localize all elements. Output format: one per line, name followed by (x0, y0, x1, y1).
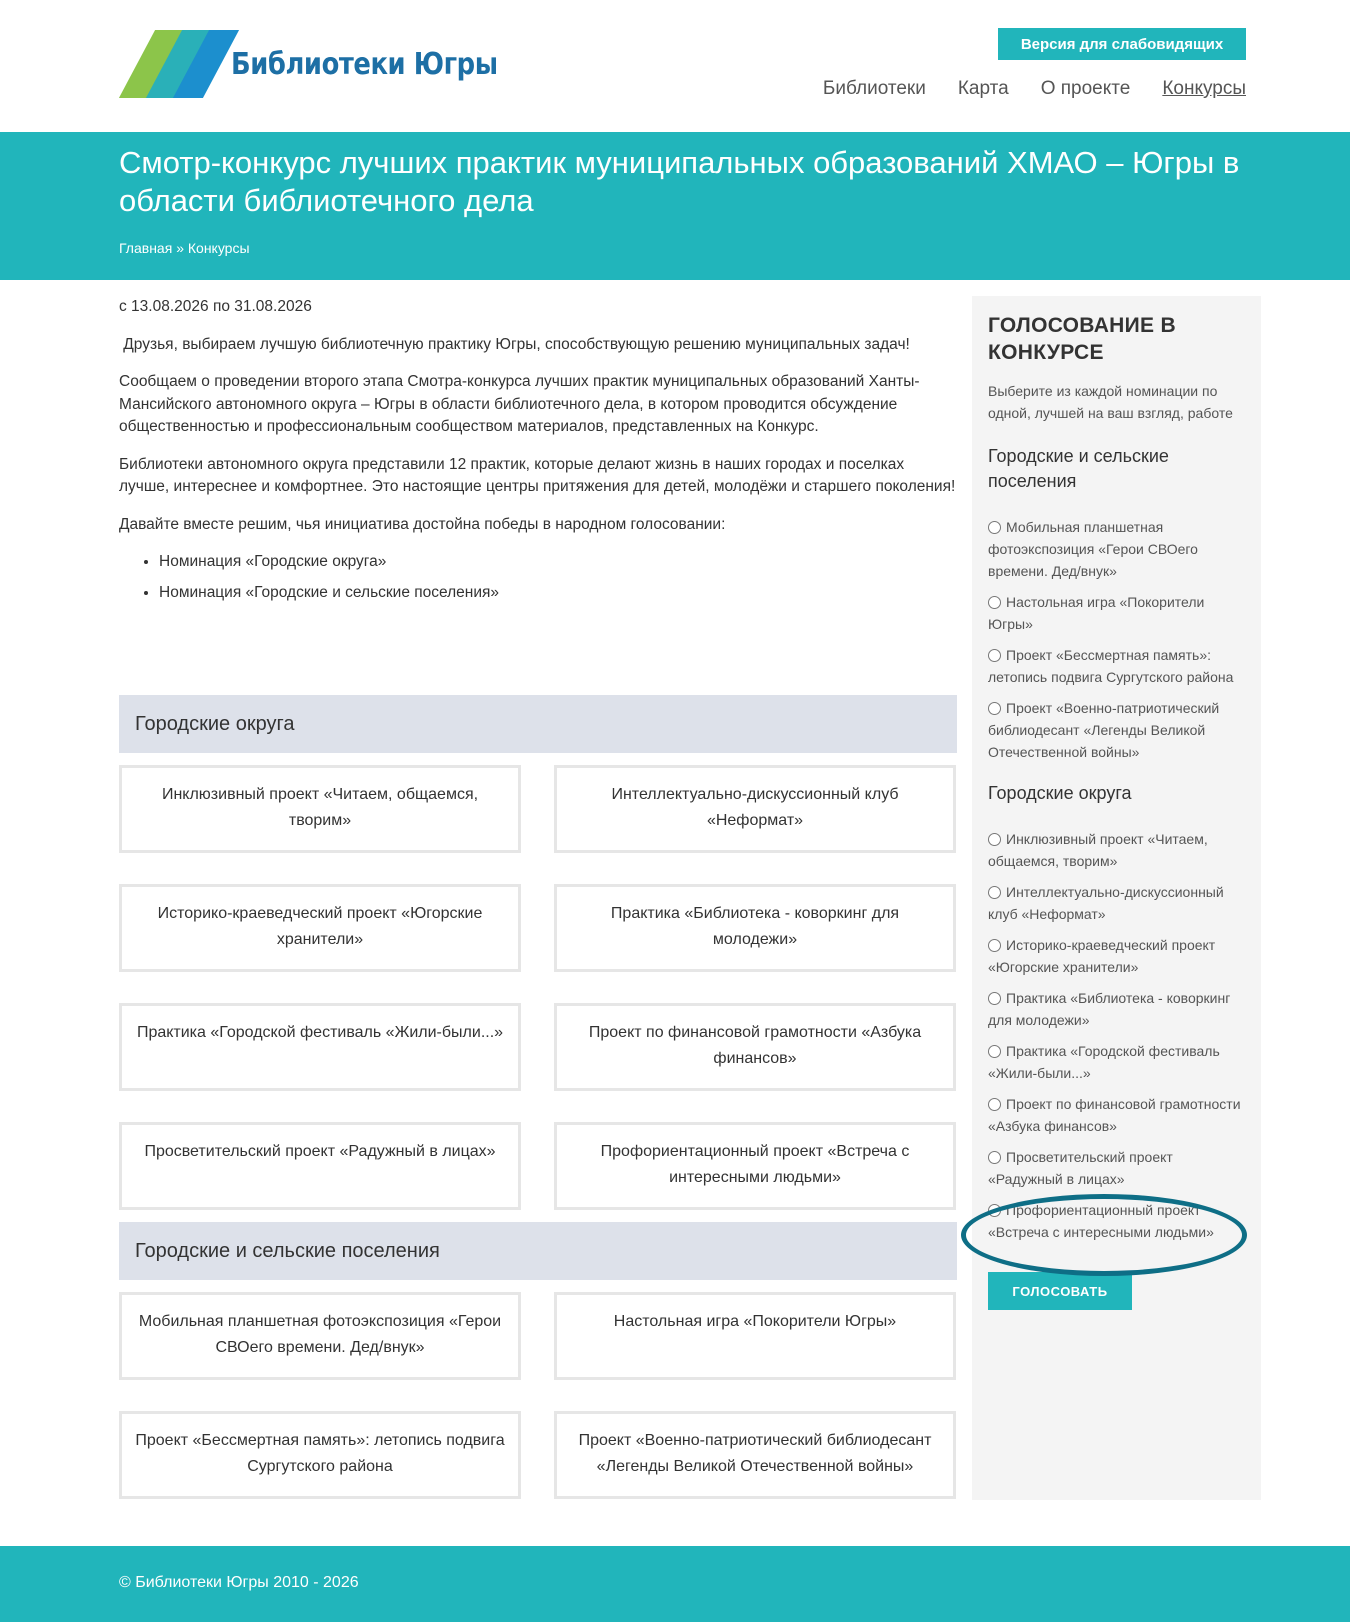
practice-card[interactable]: Проект по финансовой грамотности «Азбука финансов» (554, 1003, 956, 1091)
vote-option[interactable]: Просветительский проект «Радужный в лицах» (988, 1149, 1173, 1187)
radio-button-icon[interactable] (988, 702, 1001, 715)
vote-option[interactable]: Проект по финансовой грамотности «Азбука финансов» (988, 1096, 1241, 1134)
page-title: Смотр-конкурс лучших практик муниципальных образований ХМАО – Югры в области библиотечного дела (119, 145, 1240, 218)
section-header-settlements: Городские и сельские поселения (119, 1222, 957, 1280)
practice-card[interactable]: Настольная игра «Покорители Югры» (554, 1292, 956, 1380)
radio-button-icon[interactable] (988, 649, 1001, 662)
vote-option[interactable]: Интеллектуально-дискуссионный клуб «Неформат» (988, 884, 1224, 922)
practice-card[interactable]: Интеллектуально-дискуссионный клуб «Неформат» (554, 765, 956, 853)
section-header-city-districts: Городские округа (119, 695, 957, 753)
nav-link-about[interactable]: О проекте (1040, 78, 1131, 99)
practice-card[interactable]: Практика «Городской фестиваль «Жили-были...» (119, 1003, 521, 1091)
vote-option[interactable]: Профориентационный проект «Встреча с интересными людьми» (988, 1202, 1214, 1240)
description-paragraph: Сообщаем о проведении второго этапа Смотра-конкурса лучших практик муниципальных образований Ханты-Мансийского автономного округа – Югры в области библиотечного дела, в котором проводится обсуждение общественностью и профессиональным сообществом материалов, представленных на Конкурс. (119, 373, 920, 435)
radio-button-icon[interactable] (988, 939, 1001, 952)
contest-dates: с 13.08.2026 по 31.08.2026 (119, 298, 312, 315)
vote-option[interactable]: Практика «Библиотека - коворкинг для молодежи» (988, 990, 1231, 1028)
breadcrumb (119, 240, 250, 256)
list-item: • Номинация «Городские округа» (159, 551, 957, 574)
highlight-ring (961, 1194, 1247, 1276)
footer-copyright: © Библиотеки Югры 2010 - 2026 (119, 1574, 359, 1591)
breadcrumb-separator: » (176, 240, 184, 256)
breadcrumb-home-link[interactable]: Главная (119, 240, 173, 256)
radio-button-icon[interactable] (988, 886, 1001, 899)
site-footer (0, 1546, 1350, 1622)
vote-button[interactable]: ГОЛОСОВАТЬ (988, 1272, 1132, 1310)
radio-button-icon[interactable] (988, 992, 1001, 1005)
practice-card[interactable]: Проект «Военно-патриотический библиодесант «Легенды Великой Отечественной войны» (554, 1411, 956, 1499)
vote-option[interactable]: Историко-краеведческий проект «Югорские хранители» (988, 937, 1216, 975)
vote-option[interactable]: Настольная игра «Покорители Югры» (988, 594, 1205, 632)
page-banner (0, 132, 1350, 280)
vote-option[interactable]: Проект «Бессмертная память»: летопись подвига Сургутского района (988, 647, 1234, 685)
practice-card[interactable]: Практика «Библиотека - коворкинг для молодежи» (554, 884, 956, 972)
accessibility-version-button[interactable]: Версия для слабовидящих (998, 28, 1246, 60)
practice-card[interactable]: Мобильная планшетная фотоэкспозиция «Герои СВОего времени. Дед/внук» (119, 1292, 521, 1380)
practice-card[interactable]: Профориентационный проект «Встреча с интересными людьми» (554, 1122, 956, 1210)
intro-paragraph: Друзья, выбираем лучшую библиотечную практику Югры, способствующую решению муниципальных задач! (119, 335, 910, 353)
main-content (119, 296, 957, 612)
vote-option[interactable]: Проект «Военно-патриотический библиодесант «Легенды Великой Отечественной войны» (988, 700, 1220, 760)
practice-card[interactable]: Историко-краеведческий проект «Югорские хранители» (119, 884, 521, 972)
logo-mark-icon (119, 28, 227, 100)
voting-hint: Выберите из каждой номинации по одной, лучшей на ваш взгляд, работе (988, 383, 1233, 421)
call-to-vote-paragraph: Давайте вместе решим, чья инициатива достойна победы в народном голосовании: (119, 515, 726, 533)
top-navigation (823, 78, 1246, 100)
voting-group-title-city-districts: Городские округа (988, 783, 1132, 803)
nav-link-map[interactable]: Карта (957, 78, 1009, 99)
radio-button-icon[interactable] (988, 1151, 1001, 1164)
voting-sidebar (972, 296, 1261, 1500)
vote-option[interactable]: Инклюзивный проект «Читаем, общаемся, творим» (988, 831, 1208, 869)
radio-button-icon[interactable] (988, 521, 1001, 534)
nominations-list (159, 551, 957, 604)
logo-text: Библиотеки Югры (231, 46, 498, 82)
voting-title: ГОЛОСОВАНИЕ В КОНКУРСЕ (988, 314, 1176, 364)
radio-button-icon[interactable] (988, 1045, 1001, 1058)
nav-link-contests[interactable]: Конкурсы (1162, 78, 1246, 99)
practices-paragraph: Библиотеки автономного округа представили 12 практик, которые делают жизнь в наших городах и поселках лучше, интереснее и комфортнее. Это настоящие центры притяжения для детей, молодёжи и старшего поколения! (119, 455, 956, 495)
radio-button-icon[interactable] (988, 833, 1001, 846)
practice-card[interactable]: Инклюзивный проект «Читаем, общаемся, творим» (119, 765, 521, 853)
list-item: • Номинация «Городские и сельские поселения» (159, 582, 957, 605)
vote-option[interactable]: Мобильная планшетная фотоэкспозиция «Герои СВОего времени. Дед/внук» (988, 519, 1198, 579)
vote-option[interactable]: Практика «Городской фестиваль «Жили-были...» (988, 1043, 1220, 1081)
practice-card[interactable]: Проект «Бессмертная память»: летопись подвига Сургутского района (119, 1411, 521, 1499)
breadcrumb-current-link[interactable]: Конкурсы (187, 240, 250, 256)
voting-group-title-settlements: Городские и сельские поселения (988, 446, 1169, 491)
practice-card[interactable]: Просветительский проект «Радужный в лицах» (119, 1122, 521, 1210)
nav-link-libraries[interactable]: Библиотеки (822, 78, 926, 99)
radio-button-icon[interactable] (988, 596, 1001, 609)
site-logo[interactable] (119, 28, 541, 100)
radio-button-icon[interactable] (988, 1098, 1001, 1111)
site-header (0, 0, 1350, 132)
